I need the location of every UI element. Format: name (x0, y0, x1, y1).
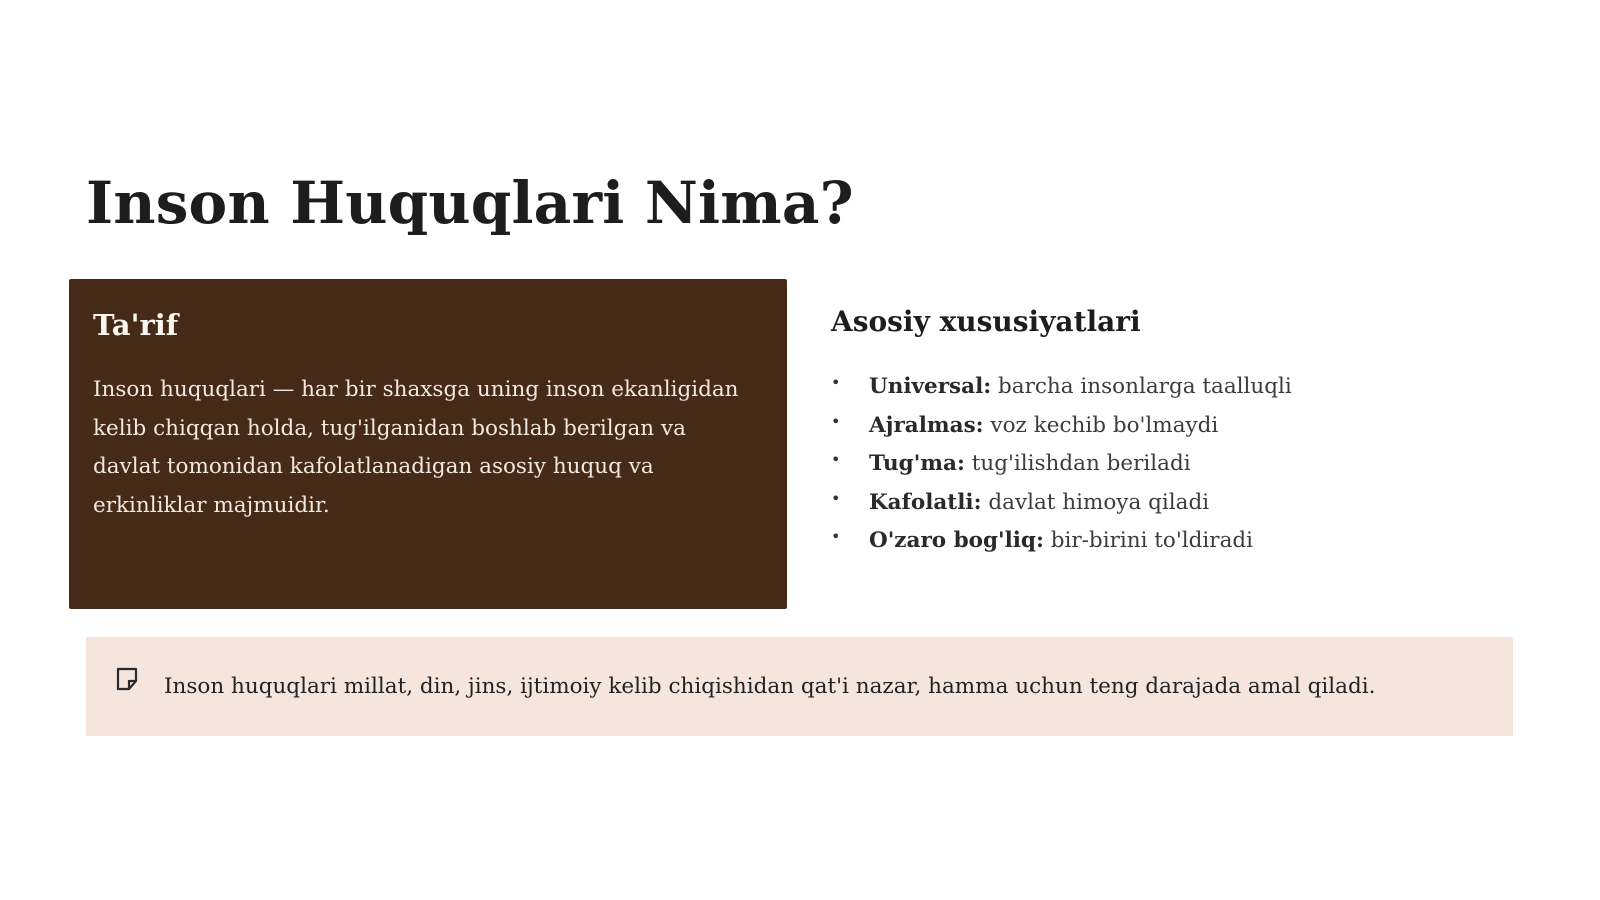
list-item (831, 522, 1531, 561)
note-callout (86, 637, 1513, 736)
bullet-icon: • (831, 527, 841, 546)
slide-title: Inson Huquqlari Nima? (86, 169, 854, 237)
note-icon (114, 666, 140, 692)
definition-title: Ta'rif (93, 308, 179, 342)
definition-card (69, 279, 787, 609)
feature-desc: davlat himoya qiladi (988, 489, 1210, 515)
feature-desc: barcha insonlarga taalluqli (998, 374, 1292, 399)
list-item (831, 368, 1531, 407)
feature-term: Ajralmas: (869, 412, 984, 438)
list-item (831, 445, 1531, 484)
features-list (831, 368, 1531, 561)
feature-desc: bir-birini to'ldiradi (1050, 528, 1254, 553)
list-item (831, 407, 1531, 446)
feature-desc: voz kechib bo'lmaydi (990, 412, 1219, 438)
feature-desc: tug'ilishdan beriladi (971, 451, 1191, 476)
feature-term: Universal: (869, 374, 992, 399)
feature-term: O'zaro bog'liq: (869, 528, 1044, 553)
features-section (831, 302, 1531, 561)
note-text: Inson huquqlari millat, din, jins, ijtimoiy kelib chiqishidan qat'i nazar, hamma uchun teng darajada amal qiladi. (164, 673, 1376, 699)
features-title: Asosiy xususiyatlari (831, 305, 1141, 338)
list-item (831, 484, 1531, 523)
definition-text: Inson huquqlari — har bir shaxsga uning inson ekanligidan kelib chiqqan holda, tug'ilganidan boshlab berilgan va davlat tomonidan kafolatlanadigan asosiy huquq va erkinliklar majmuidir. (93, 377, 739, 518)
bullet-icon: • (831, 373, 841, 392)
feature-term: Kafolatli: (869, 489, 982, 515)
feature-term: Tug'ma: (869, 451, 965, 476)
bullet-icon: • (831, 411, 841, 431)
bullet-icon: • (831, 488, 841, 508)
bullet-icon: • (831, 450, 841, 469)
